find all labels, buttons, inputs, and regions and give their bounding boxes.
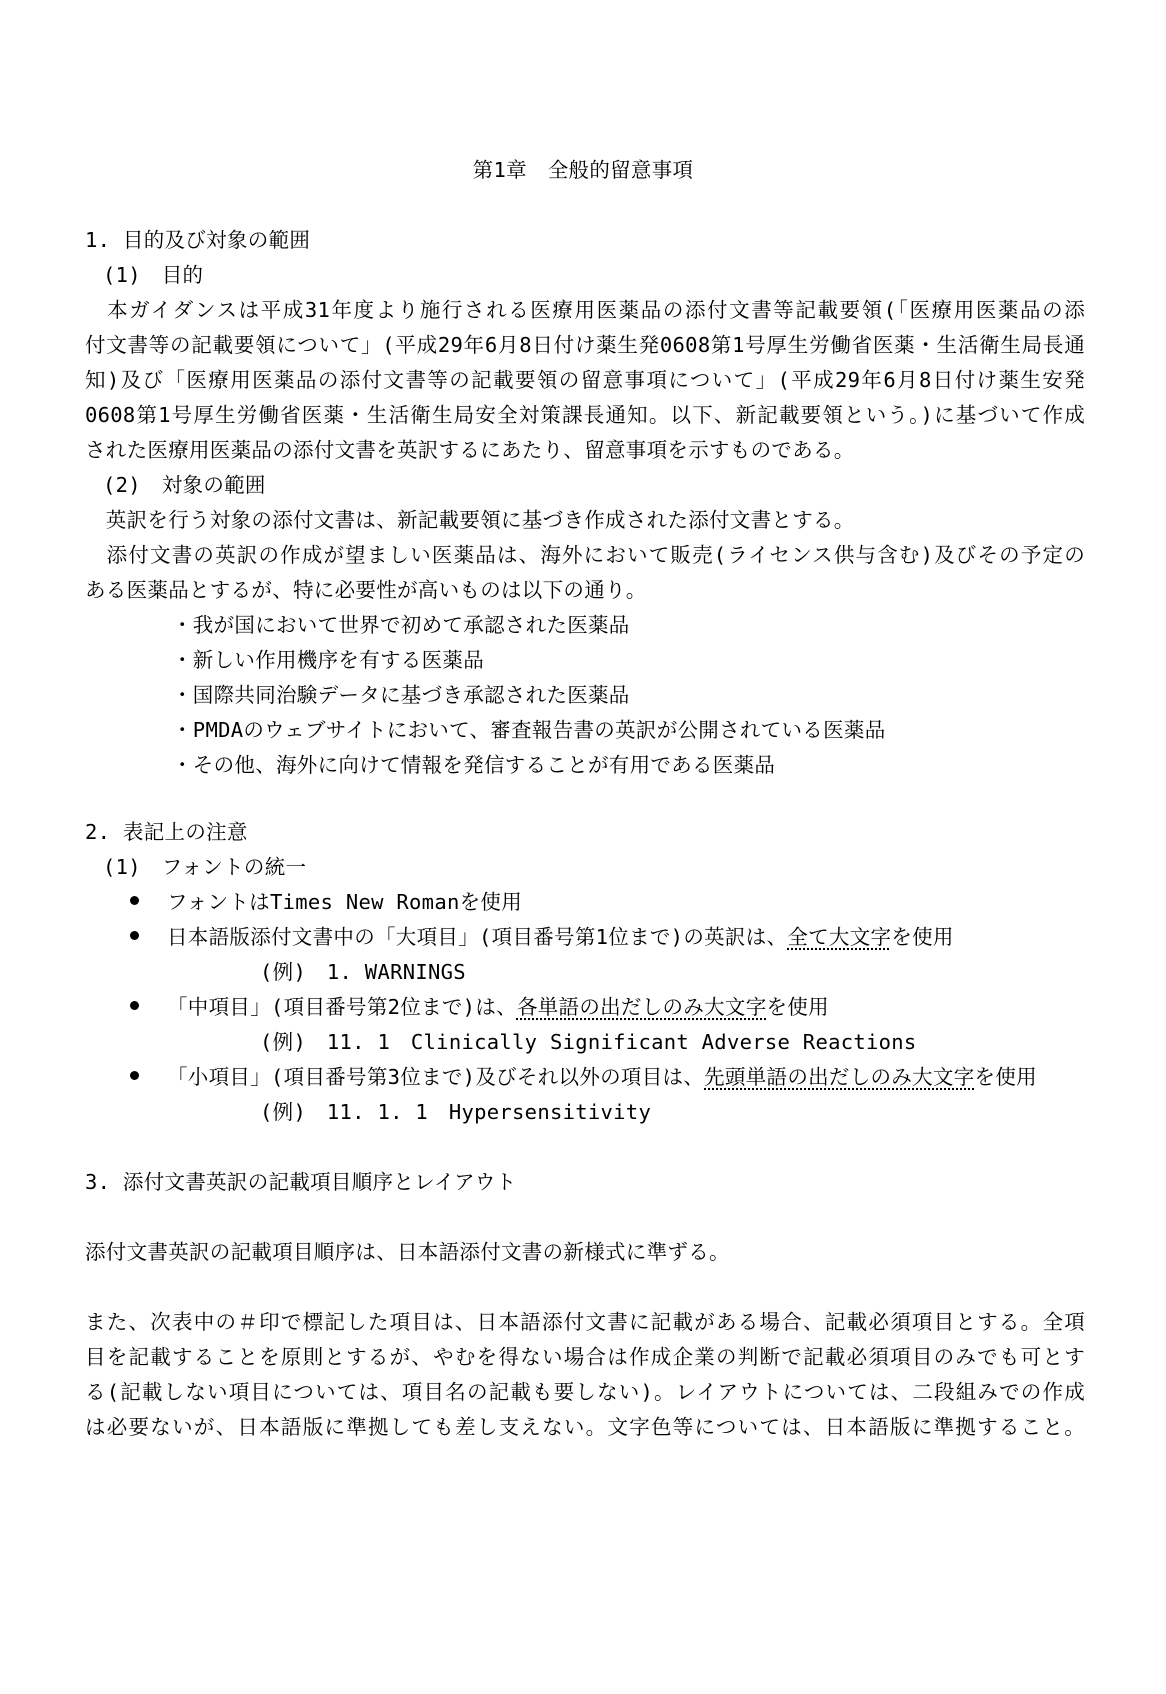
section-1-2-heading: (2) 対象の範囲 bbox=[103, 473, 266, 497]
purpose-paragraph-line: 0608第1号厚生労働省医薬・生活衛生局安全対策課長通知。以下、新記載要領という。)に基づいて作成 bbox=[85, 403, 1085, 427]
rule-text: 「中項目」(項目番号第2位まで)は、 bbox=[167, 995, 517, 1019]
section-3-paragraph-line: 目を記載することを原則とするが、やむを得ない場合は作成企業の判断で記載必須項目のみでも可とす bbox=[85, 1345, 1085, 1369]
section-2-1-heading: (1) フォントの統一 bbox=[103, 855, 307, 879]
section-2-heading: 2. 表記上の注意 bbox=[85, 820, 248, 844]
rule-text: を使用 bbox=[974, 1065, 1037, 1089]
rule-emphasis: 全て大文字 bbox=[787, 925, 892, 949]
bullet-icon bbox=[130, 931, 139, 940]
list-item: ・新しい作用機序を有する医薬品 bbox=[172, 648, 484, 672]
example-line: (例) 1. WARNINGS bbox=[260, 960, 466, 984]
section-3-paragraph-line: る(記載しない項目については、項目名の記載も要しない)。レイアウトについては、二段組みでの作成 bbox=[85, 1380, 1085, 1404]
font-rule-item bbox=[167, 990, 829, 1025]
list-item: ・国際共同治験データに基づき承認された医薬品 bbox=[172, 683, 630, 707]
font-rule-item bbox=[167, 920, 954, 955]
rule-text: を使用 bbox=[766, 995, 829, 1019]
rule-text: 日本語版添付文書中の「大項目」(項目番号第1位まで)の英訳は、 bbox=[167, 925, 788, 949]
list-item: ・PMDAのウェブサイトにおいて、審査報告書の英訳が公開されている医薬品 bbox=[172, 718, 886, 742]
section-1-1-heading: (1) 目的 bbox=[103, 263, 204, 287]
purpose-paragraph-line: された医療用医薬品の添付文書を英訳するにあたり、留意事項を示すものである。 bbox=[85, 438, 855, 462]
section-3-paragraph-line: また、次表中の＃印で標記した項目は、日本語添付文書に記載がある場合、記載必須項目とする。全項 bbox=[85, 1310, 1085, 1334]
section-1-heading: 1. 目的及び対象の範囲 bbox=[85, 228, 311, 252]
rule-text: を使用 bbox=[891, 925, 954, 949]
list-item: ・我が国において世界で初めて承認された医薬品 bbox=[172, 613, 630, 637]
rule-emphasis: 先頭単語の出だしのみ大文字 bbox=[704, 1065, 975, 1089]
chapter-title: 第1章 全般的留意事項 bbox=[472, 158, 694, 182]
bullet-icon bbox=[130, 896, 139, 905]
rule-emphasis: 各単語の出だしのみ大文字 bbox=[516, 995, 767, 1019]
purpose-paragraph-line: 知)及び「医療用医薬品の添付文書等の記載要領の留意事項について」(平成29年6月8日付け薬生安発 bbox=[85, 368, 1085, 392]
list-item: ・その他、海外に向けて情報を発信することが有用である医薬品 bbox=[172, 753, 776, 777]
purpose-paragraph-line: 本ガイダンスは平成31年度より施行される医療用医薬品の添付文書等記載要領(「医療用医薬品の添 bbox=[85, 298, 1085, 322]
bullet-icon bbox=[130, 1071, 139, 1080]
rule-text: 「小項目」(項目番号第3位まで)及びそれ以外の項目は、 bbox=[167, 1065, 705, 1089]
example-line: (例) 11. 1 Clinically Significant Adverse Reactions bbox=[260, 1030, 917, 1054]
font-rule-item: フォントはTimes New Romanを使用 bbox=[167, 890, 523, 914]
purpose-paragraph-line: 付文書等の記載要領について」(平成29年6月8日付け薬生発0608第1号厚生労働省医薬・生活衛生局長通 bbox=[85, 333, 1085, 357]
scope-paragraph-line: ある医薬品とするが、特に必要性が高いものは以下の通り。 bbox=[85, 578, 647, 602]
font-rule-item bbox=[167, 1060, 1037, 1095]
section-3-paragraph-line: は必要ないが、日本語版に準拠しても差し支えない。文字色等については、日本語版に準拠すること。 bbox=[85, 1415, 1085, 1439]
section-3-paragraph: 添付文書英訳の記載項目順序は、日本語添付文書の新様式に準ずる。 bbox=[85, 1240, 730, 1264]
scope-paragraph-line: 添付文書の英訳の作成が望ましい医薬品は、海外において販売(ライセンス供与含む)及びその予定の bbox=[85, 543, 1085, 567]
bullet-icon bbox=[130, 1001, 139, 1010]
scope-paragraph: 英訳を行う対象の添付文書は、新記載要領に基づき作成された添付文書とする。 bbox=[85, 508, 855, 532]
section-3-heading: 3. 添付文書英訳の記載項目順序とレイアウト bbox=[85, 1170, 517, 1194]
example-line: (例) 11. 1. 1 Hypersensitivity bbox=[260, 1100, 652, 1124]
